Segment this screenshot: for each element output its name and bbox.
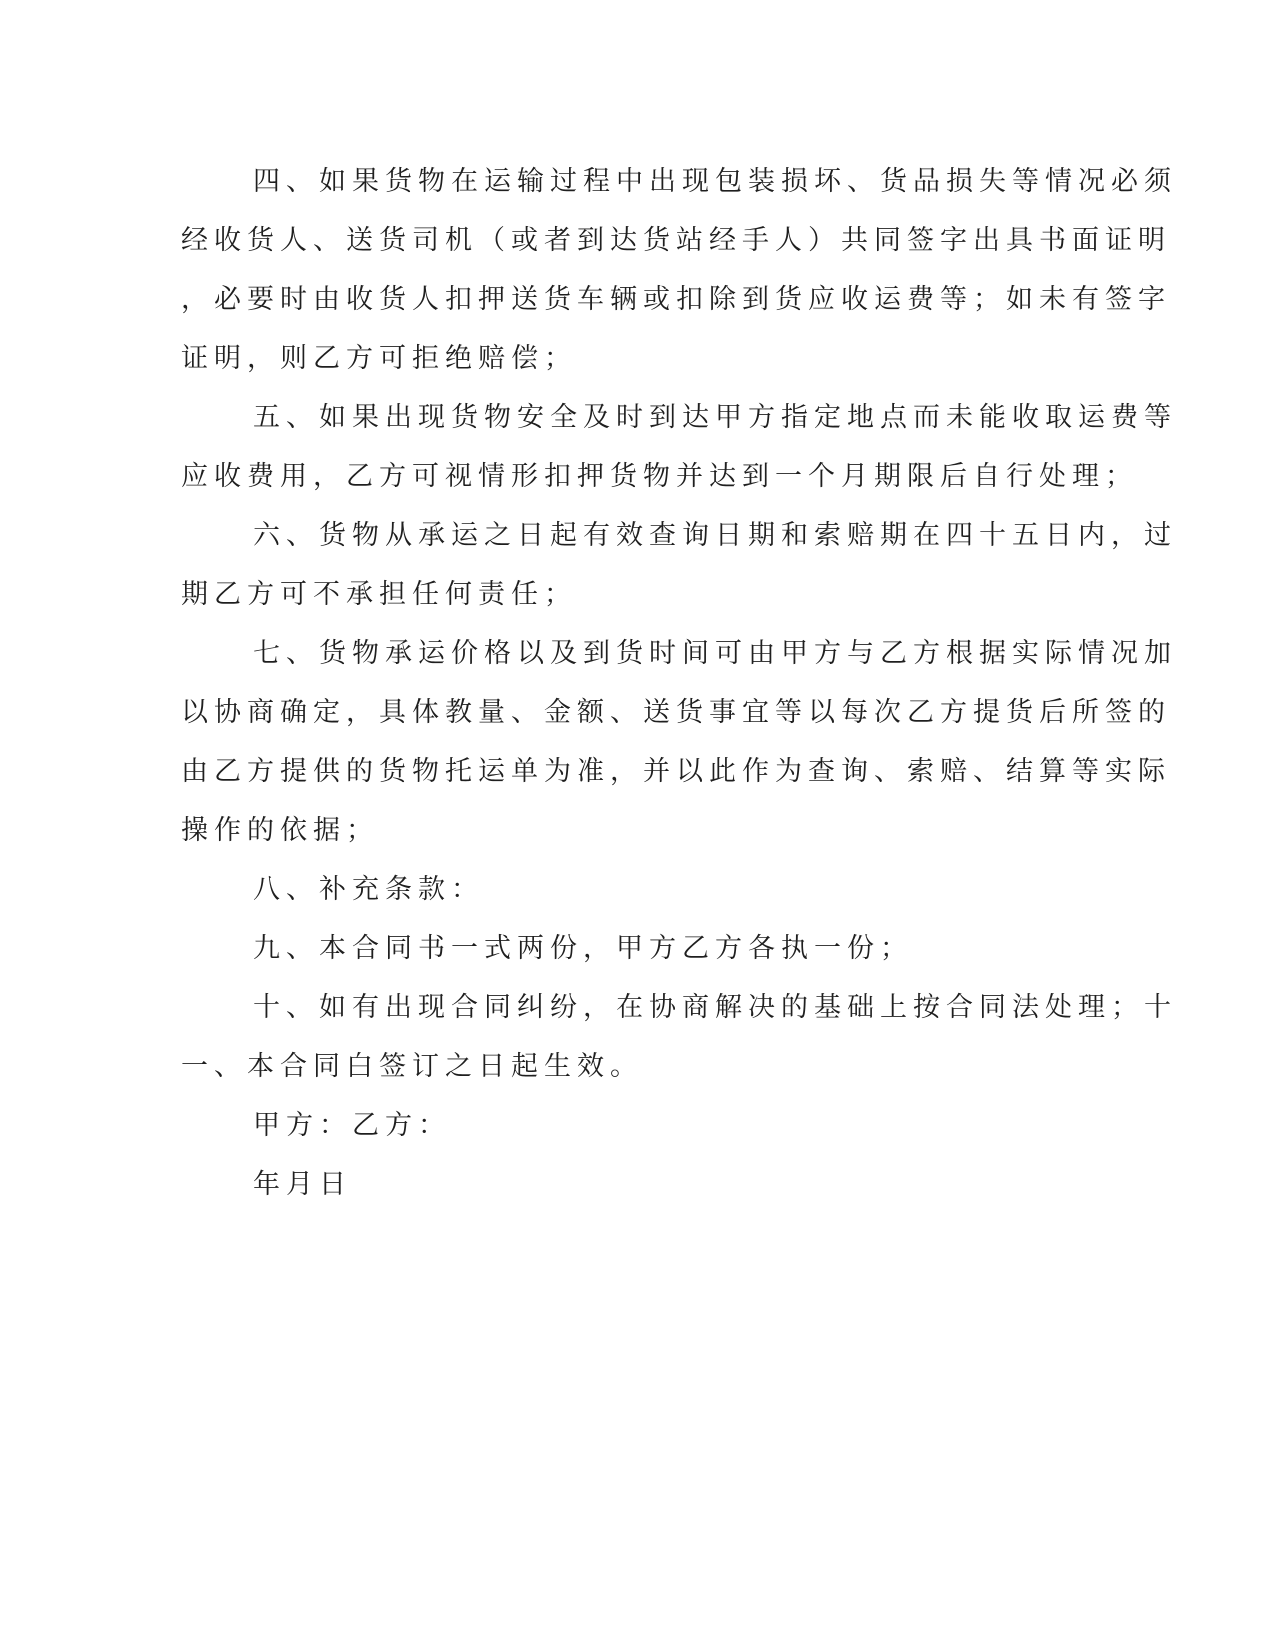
clause-10-line-1: 十、如有出现合同纠纷，在协商解决的基础上按合同法处理；十 [253, 992, 1177, 1023]
signature-parties: 甲方：乙方： [253, 1110, 451, 1141]
document-body [181, 152, 1177, 1214]
clause-7-line-2: 以协商确定，具体教量、金额、送货事宜等以每次乙方提货后所签的 [181, 697, 1171, 728]
clause-7-line-4: 操作的依据； [181, 815, 379, 846]
clause-9: 九、本合同书一式两份，甲方乙方各执一份； [253, 933, 913, 964]
clause-8: 八、补充条款： [253, 874, 484, 905]
signature-date: 年月日 [253, 1169, 352, 1200]
clause-4-line-4: 证明，则乙方可拒绝赔偿； [181, 343, 577, 374]
clause-4-line-3: ，必要时由收货人扣押送货车辆或扣除到货应收运费等；如未有签字 [181, 284, 1171, 315]
clause-6-line-1: 六、货物从承运之日起有效查询日期和索赔期在四十五日内，过 [253, 520, 1177, 551]
clause-6-line-2: 期乙方可不承担任何责任； [181, 579, 577, 610]
clause-7-line-3: 由乙方提供的货物托运单为准，并以此作为查询、索赔、结算等实际 [181, 756, 1171, 787]
clause-4-line-2: 经收货人、送货司机（或者到达货站经手人）共同签字出具书面证明 [181, 225, 1171, 256]
clause-5-line-1: 五、如果出现货物安全及时到达甲方指定地点而未能收取运费等 [253, 402, 1177, 433]
clause-4-line-1: 四、如果货物在运输过程中出现包装损坏、货品损失等情况必须 [253, 166, 1177, 197]
clause-10-line-2: 一、本合同白签订之日起生效。 [181, 1051, 643, 1082]
clause-7-line-1: 七、货物承运价格以及到货时间可由甲方与乙方根据实际情况加 [253, 638, 1177, 669]
clause-5-line-2: 应收费用，乙方可视情形扣押货物并达到一个月期限后自行处理； [181, 461, 1138, 492]
